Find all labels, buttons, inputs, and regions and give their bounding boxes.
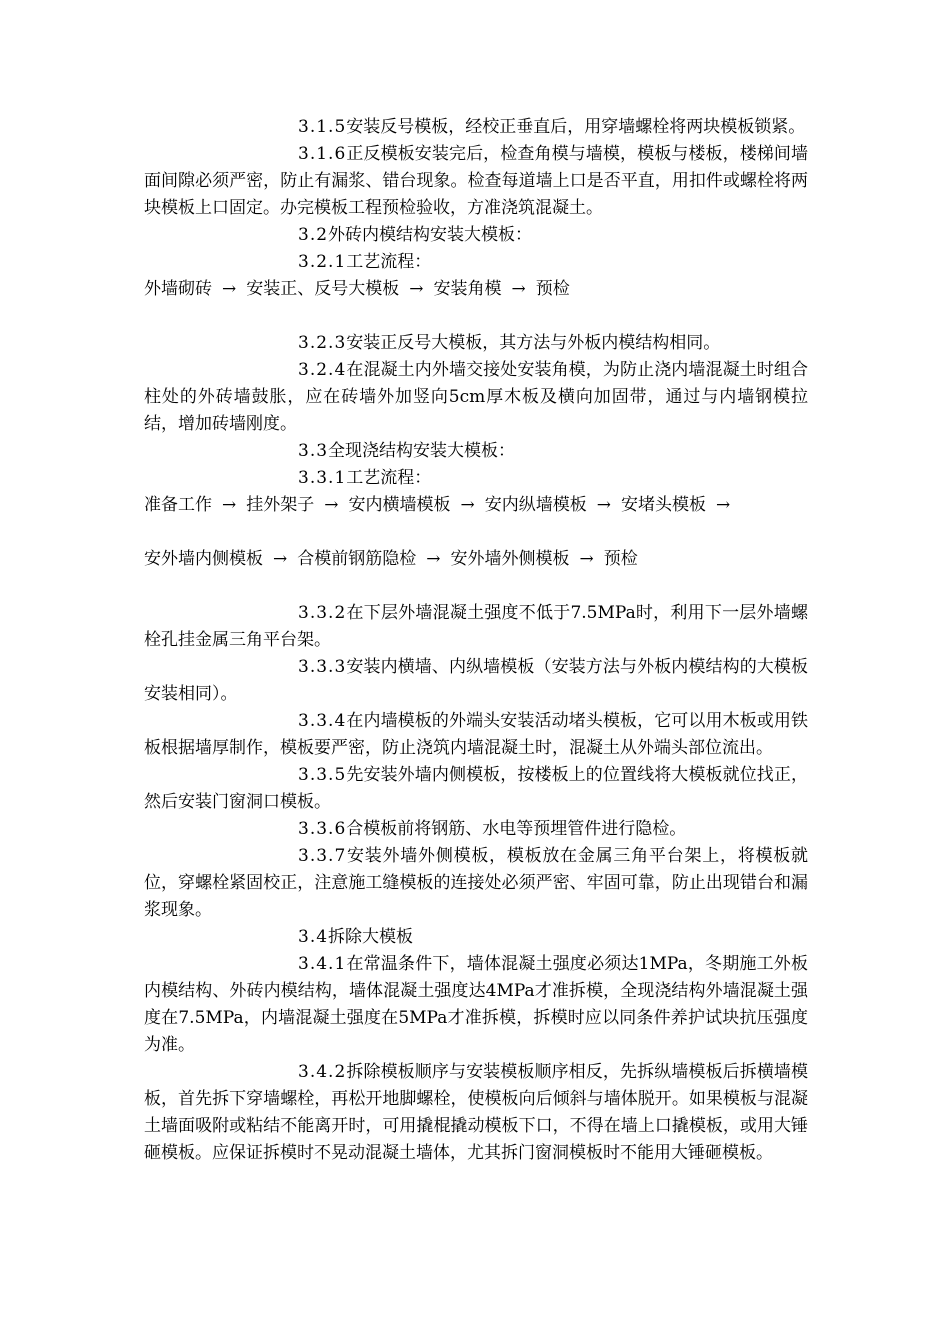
- paragraph-3-2-4: [144, 357, 808, 438]
- paragraph-3-2-1: [144, 249, 808, 276]
- paragraph-3-3-2: [144, 600, 808, 654]
- section-number: 3.4: [298, 927, 329, 947]
- clause-text: 在混凝土内外墙交接处安装角模，为防止浇内墙混凝土时组合柱处的外砖墙鼓胀，应在砖墙外加竖向5cm厚木板及横向加固带，通过与内墙钢模拉结，增加砖墙刚度。: [144, 360, 808, 434]
- clause-number: 3.4.2: [298, 1062, 347, 1082]
- clause-number: 3.3.6: [298, 819, 347, 839]
- paragraph-3-4-1: [144, 951, 808, 1059]
- flow-step: 安堵头模板: [621, 495, 706, 515]
- clause-number: 3.3.3: [298, 657, 347, 677]
- flow-step: 挂外架子: [246, 495, 315, 515]
- process-flow-3-3-1-line-1: [144, 492, 808, 519]
- paragraph-3-3-4: [144, 708, 808, 762]
- paragraph-3-1-5: [144, 114, 808, 141]
- clause-number: 3.3.2: [298, 603, 347, 623]
- flow-step: 预检: [535, 279, 570, 299]
- arrow-right-icon: →: [222, 495, 237, 515]
- section-heading-3-3: [144, 438, 808, 465]
- paragraph-3-3-3: [144, 654, 808, 708]
- clause-text: 拆除模板顺序与安装模板顺序相反，先拆纵墙模板后拆横墙模板，首先拆下穿墙螺栓，再松开地脚螺栓，使模板向后倾斜与墙体脱开。如果模板与混凝土墙面吸附或粘结不能离开时，可用撬棍撬动模板下口，不得在墙上口撬模板，或用大锤砸模板。应保证拆模时不晃动混凝土墙体，尤其拆门窗洞模板时不能用大锤砸模板。: [144, 1062, 808, 1163]
- clause-number: 3.3.7: [298, 846, 347, 866]
- section-number: 3.2: [298, 225, 329, 245]
- clause-number: 3.2.1: [298, 252, 347, 272]
- clause-text: 工艺流程：: [346, 468, 432, 488]
- clause-text: 安装内横墙、内纵墙模板（安装方法与外板内模结构的大模板安装相同）。: [144, 657, 808, 704]
- paragraph-3-4-2: [144, 1059, 808, 1167]
- section-title: 拆除大模板: [328, 927, 414, 947]
- paragraph-3-3-7: [144, 843, 808, 924]
- arrow-right-icon: →: [596, 495, 611, 515]
- arrow-right-icon: →: [579, 549, 594, 569]
- spacer: [144, 303, 808, 330]
- clause-text: 安装正反号大模板，其方法与外板内模结构相同。: [346, 333, 721, 353]
- spacer: [144, 573, 808, 600]
- flow-step: 准备工作: [144, 495, 212, 515]
- clause-text: 正反模板安装完后，检查角模与墙模，模板与楼板，楼梯间墙面间隙必须严密，防止有漏浆、错台现象。检查每道墙上口是否平直，用扣件或螺栓将两块模板上口固定。办完模板工程预检验收，方准浇筑混凝土。: [144, 144, 808, 218]
- clause-text: 先安装外墙内侧模板，按楼板上的位置线将大模板就位找正，然后安装门窗洞口模板。: [144, 765, 808, 812]
- section-number: 3.3: [298, 441, 329, 461]
- arrow-right-icon: →: [511, 279, 526, 299]
- arrow-right-icon: →: [273, 549, 288, 569]
- clause-text: 在常温条件下，墙体混凝土强度必须达1MPa，冬期施工外板内模结构、外砖内模结构，墙体混凝土强度达4MPa才准拆模，全现浇结构外墙混凝土强度在7.5MPa，内墙混凝土强度在5MPa才准拆模，拆模时应以同条件养护试块抗压强度为准。: [144, 954, 808, 1055]
- clause-text: 工艺流程：: [346, 252, 432, 272]
- spacer: [144, 519, 808, 546]
- arrow-right-icon: →: [324, 495, 339, 515]
- flow-step: 安装角模: [433, 279, 502, 299]
- paragraph-3-2-3: [144, 330, 808, 357]
- clause-text: 在内墙模板的外端头安装活动堵头模板，它可以用木板或用铁板根据墙厚制作，模板要严密，防止浇筑内墙混凝土时，混凝土从外端头部位流出。: [144, 711, 808, 758]
- clause-number: 3.1.5: [298, 117, 347, 137]
- arrow-right-icon: →: [426, 549, 441, 569]
- process-flow-3-2-1: [144, 276, 808, 303]
- flow-step: 外墙砌砖: [144, 279, 212, 299]
- clause-number: 3.2.3: [298, 333, 347, 353]
- flow-step: 安装正、反号大模板: [246, 279, 400, 299]
- section-heading-3-2: [144, 222, 808, 249]
- clause-number: 3.2.4: [298, 360, 347, 380]
- paragraph-3-3-6: [144, 816, 808, 843]
- section-heading-3-4: [144, 924, 808, 951]
- paragraph-3-1-6: [144, 141, 808, 222]
- clause-text: 在下层外墙混凝土强度不低于7.5MPa时，利用下一层外墙螺栓孔挂金属三角平台架。: [144, 603, 808, 650]
- flow-step: 安外墙外侧模板: [450, 549, 570, 569]
- paragraph-3-3-1: [144, 465, 808, 492]
- arrow-right-icon: →: [716, 495, 731, 515]
- flow-step: 安内横墙模板: [348, 495, 451, 515]
- clause-number: 3.1.6: [298, 144, 347, 164]
- flow-step: 安内纵墙模板: [484, 495, 587, 515]
- process-flow-3-3-1-line-2: [144, 546, 808, 573]
- arrow-right-icon: →: [409, 279, 424, 299]
- clause-text: 安装外墙外侧模板，模板放在金属三角平台架上，将模板就位，穿螺栓紧固校正，注意施工缝模板的连接处必须严密、牢固可靠，防止出现错台和漏浆现象。: [144, 846, 808, 920]
- section-title: 外砖内模结构安装大模板：: [328, 225, 533, 245]
- flow-step: 安外墙内侧模板: [144, 549, 263, 569]
- clause-number: 3.3.5: [298, 765, 347, 785]
- clause-number: 3.4.1: [298, 954, 347, 974]
- clause-number: 3.3.4: [298, 711, 347, 731]
- arrow-right-icon: →: [222, 279, 237, 299]
- clause-number: 3.3.1: [298, 468, 347, 488]
- arrow-right-icon: →: [460, 495, 475, 515]
- flow-step: 预检: [603, 549, 638, 569]
- section-title: 全现浇结构安装大模板：: [328, 441, 516, 461]
- paragraph-3-3-5: [144, 762, 808, 816]
- clause-text: 合模板前将钢筋、水电等预埋管件进行隐检。: [346, 819, 687, 839]
- clause-text: 安装反号模板，经校正垂直后，用穿墙螺栓将两块模板锁紧。: [346, 117, 806, 137]
- flow-step: 合模前钢筋隐检: [297, 549, 417, 569]
- document-page: [144, 114, 808, 1167]
